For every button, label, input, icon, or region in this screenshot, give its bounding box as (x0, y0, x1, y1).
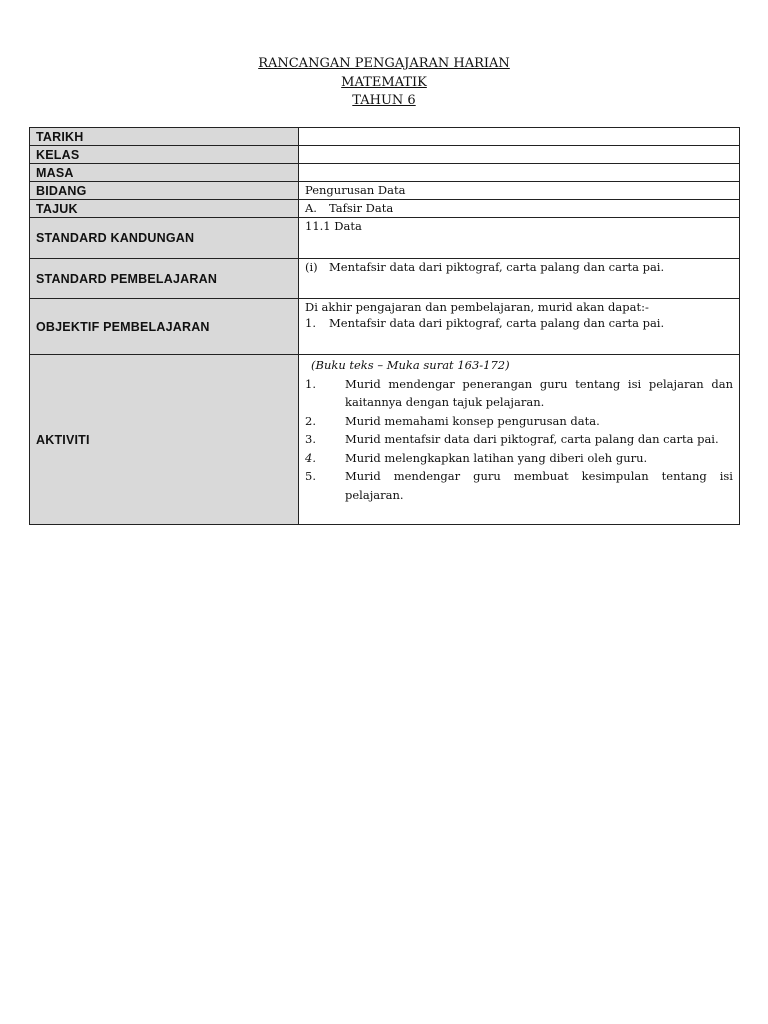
label-standard-kandungan: STANDARD KANDUNGAN (30, 218, 299, 259)
list-item (305, 467, 733, 504)
item-text: Murid mendengar guru membuat kesimpulan tentang isi pelajaran. (345, 469, 733, 502)
sp-text: Mentafsir data dari piktograf, carta palang dan carta pai. (329, 260, 665, 274)
item-text: Murid mendengar penerangan guru tentang isi pelajaran dan kaitannya dengan tajuk pelajaran. (345, 376, 733, 409)
label-masa: MASA (30, 164, 299, 182)
title-line-2: MATEMATIK (341, 74, 427, 90)
item-number: 5. (305, 469, 316, 483)
label-kelas: KELAS (30, 146, 299, 164)
value-objektif (299, 299, 740, 355)
label-objektif: OBJEKTIF PEMBELAJARAN (30, 299, 299, 355)
label-aktiviti: AKTIVITI (30, 355, 299, 525)
document-title (0, 55, 768, 111)
label-tajuk: TAJUK (30, 200, 299, 218)
objektif-text: Mentafsir data dari piktograf, carta palang dan carta pai. (329, 316, 665, 330)
item-number: 1. (305, 376, 316, 391)
aktiviti-reference: (Buku teks – Muka surat 163-172) (311, 358, 510, 372)
row-tarikh (30, 128, 740, 146)
item-text: Murid mentafsir data dari piktograf, carta palang dan carta pai. (345, 432, 719, 446)
row-bidang (30, 182, 740, 200)
value-kelas (299, 146, 740, 164)
objektif-item (305, 316, 733, 330)
item-number: 4. (305, 450, 316, 465)
title-line-3: TAHUN 6 (352, 93, 416, 108)
item-number: 3. (305, 432, 316, 446)
value-bidang: Pengurusan Data (299, 182, 740, 200)
value-standard-kandungan: 11.1 Data (299, 218, 740, 259)
title-line-1: RANCANGAN PENGAJARAN HARIAN (258, 56, 510, 71)
value-masa (299, 164, 740, 182)
label-tarikh: TARIKH (30, 128, 299, 146)
value-tajuk (299, 200, 740, 218)
label-standard-pembelajaran: STANDARD PEMBELAJARAN (30, 259, 299, 299)
value-standard-pembelajaran (299, 259, 740, 299)
label-bidang: BIDANG (30, 182, 299, 200)
row-standard-kandungan (30, 218, 740, 259)
lesson-plan-table (29, 127, 740, 525)
row-tajuk (30, 200, 740, 218)
row-aktiviti (30, 355, 740, 525)
list-item (305, 412, 733, 431)
objektif-intro: Di akhir pengajaran dan pembelajaran, murid akan dapat:- (305, 300, 649, 314)
aktiviti-list (305, 375, 733, 505)
tajuk-text: Tafsir Data (329, 201, 394, 215)
list-item (305, 430, 733, 449)
row-masa (30, 164, 740, 182)
item-text: Murid memahami konsep pengurusan data. (345, 413, 600, 428)
list-item (305, 375, 733, 412)
list-item (305, 449, 733, 468)
objektif-number: 1. (305, 316, 316, 330)
value-aktiviti (299, 355, 740, 525)
item-text: Murid melengkapkan latihan yang diberi oleh guru. (345, 450, 648, 465)
tajuk-number: A. (305, 201, 317, 215)
row-objektif (30, 299, 740, 355)
sp-number: (i) (305, 260, 318, 274)
item-number: 2. (305, 413, 316, 428)
value-tarikh (299, 128, 740, 146)
row-kelas (30, 146, 740, 164)
row-standard-pembelajaran (30, 259, 740, 299)
